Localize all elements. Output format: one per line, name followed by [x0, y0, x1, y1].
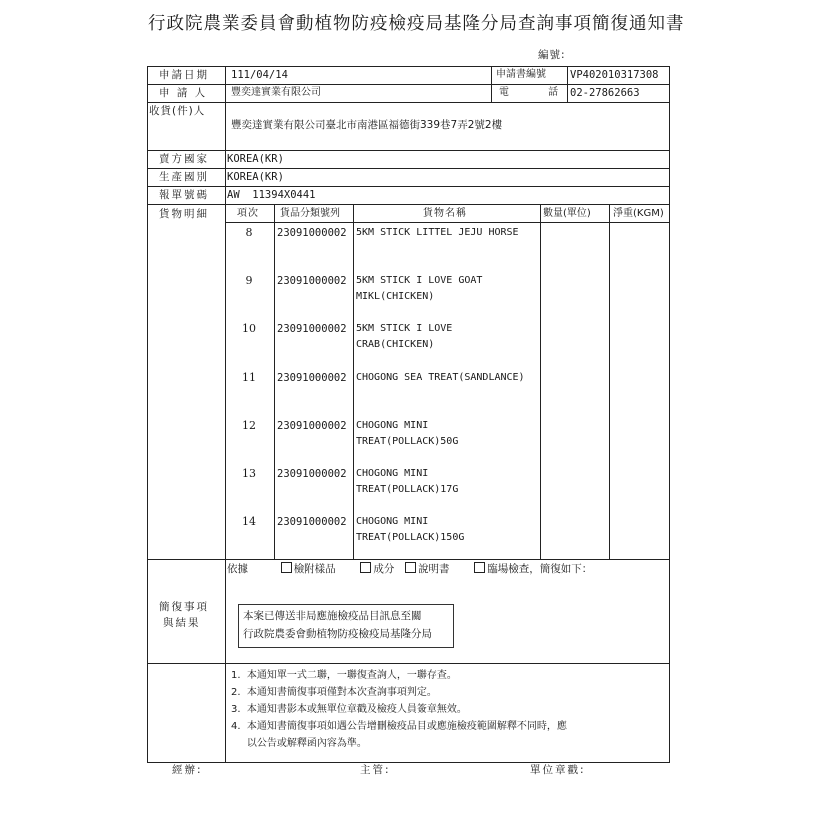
checkbox-sample[interactable] [281, 562, 292, 573]
item-number: 10 [242, 322, 256, 335]
serial-label: 編號: [538, 49, 566, 61]
seller-country-value: KOREA(KR) [227, 153, 284, 165]
item-code: 23091000002 [277, 468, 347, 480]
basis-label: 依據 [227, 563, 248, 575]
stamp-line-1: 本案已傳送非局應施檢疫品目訊息至關 [243, 610, 422, 622]
form-table [147, 66, 670, 763]
declaration-label: 報單號碼 [159, 189, 209, 201]
reply-label-2: 與結果 [163, 617, 201, 629]
goods-label: 貨物明細 [159, 208, 209, 220]
item-number: 13 [242, 467, 256, 480]
checkbox-inspection[interactable] [474, 562, 485, 573]
item-code: 23091000002 [277, 516, 347, 528]
item-code: 23091000002 [277, 227, 347, 239]
item-code: 23091000002 [277, 372, 347, 384]
note-item: 4. 本通知書簡復事項如遇公告增刪檢疫品目或應施檢疫範圍解釋不同時，應 [231, 721, 567, 732]
option-ingredient: 成分 [373, 563, 395, 575]
item-name: CHOGONG SEA TREAT(SANDLANCE) [356, 372, 525, 383]
note-item: 2. 本通知書簡復事項僅對本次查詢事項判定。 [231, 687, 437, 698]
header-goods-name: 貨物名稱 [423, 208, 467, 219]
origin-country-value: KOREA(KR) [227, 171, 284, 183]
header-weight: 淨重(KGM) [613, 208, 664, 219]
reply-label-1: 簡復事項 [159, 601, 209, 613]
applicant-value: 豐奕達實業有限公司 [231, 87, 321, 98]
header-item-no: 項次 [237, 208, 259, 219]
header-quantity: 數量(單位) [543, 208, 591, 219]
item-number: 14 [242, 515, 256, 528]
item-code: 23091000002 [277, 420, 347, 432]
item-number: 9 [245, 274, 253, 287]
phone-label: 電 話 [499, 87, 577, 98]
checkbox-ingredient[interactable] [360, 562, 371, 573]
consignee-value: 豐奕達實業有限公司臺北市南港區福德街339巷7弄2號2樓 [231, 119, 503, 131]
apply-date-label: 申請日期 [159, 69, 209, 81]
seller-country-label: 賣方國家 [159, 153, 209, 165]
supervisor-label: 主管: [360, 764, 391, 776]
result-stamp [238, 604, 454, 648]
item-name: CHOGONG MINI TREAT(POLLACK)150G [356, 516, 465, 543]
stamp-line-2: 行政院農委會動植物防疫檢疫局基隆分局 [243, 628, 432, 640]
form-grid-lines [147, 66, 670, 763]
item-name: CHOGONG MINI TREAT(POLLACK)17G [356, 468, 459, 495]
item-number: 11 [242, 371, 256, 384]
origin-country-label: 生產國別 [159, 171, 209, 183]
note-item: 3. 本通知書影本或無單位章戳及檢疫人員簽章無效。 [231, 704, 467, 715]
item-code: 23091000002 [277, 275, 347, 287]
unit-seal-label: 單位章戳: [530, 764, 586, 776]
item-name: 5KM STICK LITTEL JEJU HORSE [356, 227, 519, 238]
apply-number-value: VP402010317308 [570, 69, 659, 81]
document-title: 行政院農業委員會動植物防疫檢疫局基隆分局查詢事項簡復通知書 [148, 14, 685, 34]
apply-number-label: 申請書編號 [496, 69, 546, 80]
checkbox-manual[interactable] [405, 562, 416, 573]
note-item: 以公告或解釋函內容為準。 [231, 738, 367, 749]
header-code: 貨品分類號列 [280, 208, 340, 219]
note-item: 1. 本通知單一式二聯，一聯復查詢人，一聯存查。 [231, 670, 457, 681]
item-number: 12 [242, 419, 256, 432]
handler-label: 經辦: [172, 764, 203, 776]
item-name: 5KM STICK I LOVE CRAB(CHICKEN) [356, 323, 453, 350]
option-inspection: 臨場檢查，簡復如下： [487, 563, 593, 575]
phone-value: 02-27862663 [570, 87, 640, 99]
option-sample: 檢附樣品 [293, 563, 336, 575]
item-name: CHOGONG MINI TREAT(POLLACK)50G [356, 420, 459, 447]
reply-basis [227, 562, 592, 576]
declaration-value: AW 11394X0441 [227, 189, 316, 201]
item-name: 5KM STICK I LOVE GOAT MIKL(CHICKEN) [356, 275, 483, 302]
applicant-label: 申 請 人 [159, 87, 208, 99]
apply-date-value: 111/04/14 [231, 69, 288, 81]
item-code: 23091000002 [277, 323, 347, 335]
consignee-label: 收貨(件)人 [149, 105, 206, 117]
option-manual: 說明書 [418, 563, 450, 575]
item-number: 8 [245, 226, 253, 239]
